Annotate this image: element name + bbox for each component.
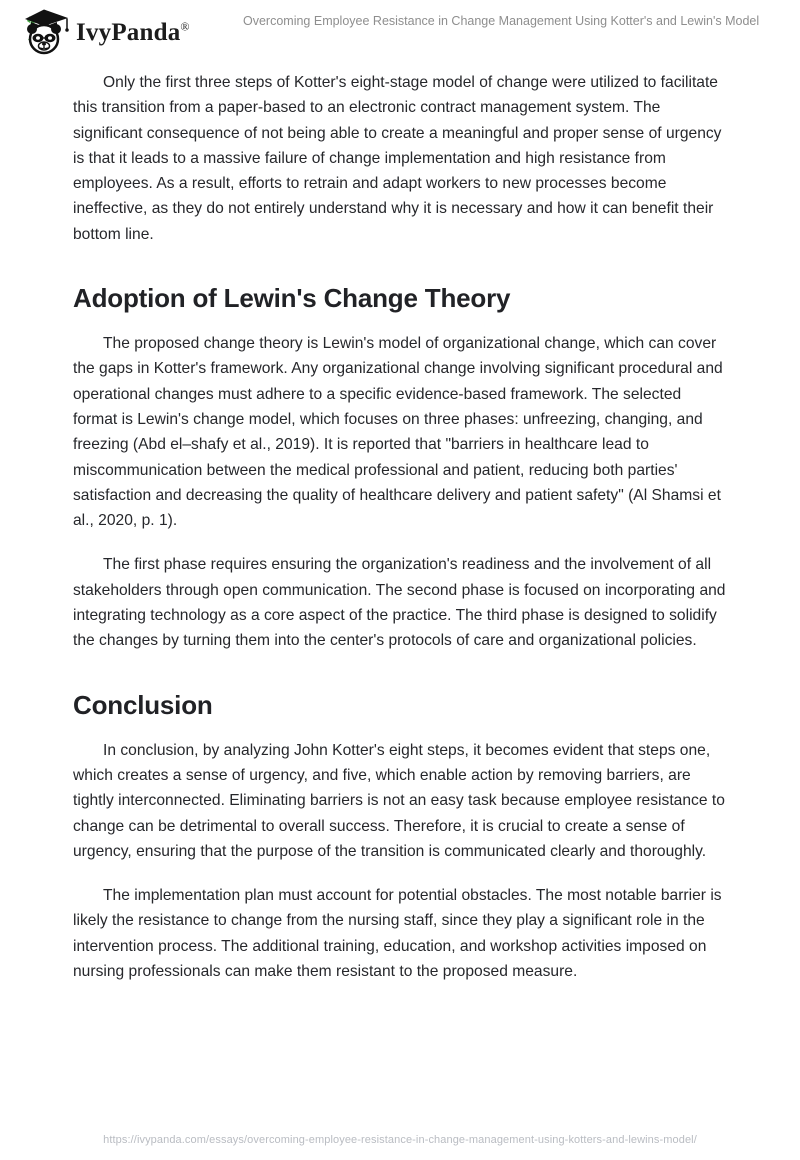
paragraph-block [73,331,729,533]
section-heading-block [73,266,729,331]
page-footer [0,1130,800,1148]
paragraph-block [73,883,729,984]
brand-name-text: IvyPanda [76,18,181,46]
section-heading-conclusion: Conclusion [73,689,213,720]
paragraph-block [73,70,729,247]
panda-graduation-cap-logo-icon [18,8,70,56]
paragraph-block [73,552,729,653]
section-heading-block [73,673,729,738]
page-header [0,0,800,62]
registered-trademark-icon: ® [180,19,190,34]
paragraph-5: The implementation plan must account for potential obstacles. The most notable barrier is likely the resistance to change from the nursing staff, since they play a significant role in the intervention process. The additional training, education, and workshop activities imposed on nursing professionals can make them resistant to the proposed measure. [73,887,722,981]
paragraph-3: The first phase requires ensuring the organization's readiness and the involvement of all stakeholders through open communication. The second phase is focused on incorporating and integrating technology as a core aspect of the practice. The third phase is designed to solidify the changes by turning them into the center's protocols of care and organizational policies. [73,556,726,650]
brand-logo-link[interactable] [18,8,190,56]
paragraph-block [73,738,729,864]
article-body [73,70,729,1003]
paragraph-4: In conclusion, by analyzing John Kotter's eight steps, it becomes evident that steps one, which creates a sense of urgency, and five, which enable action by removing barriers, are tightly interconnected. Eliminating barriers is not an easy task because employee resistance to change can be detrimental to overall success. Therefore, it is crucial to create a sense of urgency, ensuring that the purpose of the transition is communicated clearly and thoroughly. [73,741,725,860]
section-heading-lewin: Adoption of Lewin's Change Theory [73,283,511,314]
paragraph-1: Only the first three steps of Kotter's eight-stage model of change were utilized to facilitate this transition from a paper-based to an electronic contract management system. The significant consequence of not being able to create a meaningful and proper sense of urgency is that it leads to a massive failure of change implementation and high resistance from employees. As a result, efforts to retrain and adapt workers to new processes become ineffective, as they do not entirely understand why it is necessary and how it can benefit their bottom line. [73,74,722,243]
brand-name [76,20,190,45]
paragraph-2: The proposed change theory is Lewin's model of organizational change, which can cover the gaps in Kotter's framework. Any organizational change involving significant procedural and operational changes must adhere to a specific evidence-based framework. The selected format is Lewin's change model, which focuses on three phases: unfreezing, changing, and freezing (Abd el–shafy et al., 2019). It is reported that "barriers in healthcare lead to miscommunication between the medical professional and patient, reducing both parties' satisfaction and decreasing the quality of healthcare delivery and patient safety" (Al Shamsi et al., 2020, p. 1). [73,335,723,530]
source-url-link[interactable]: https://ivypanda.com/essays/overcoming-employee-resistance-in-change-management-using-kotters-and-lewins-model/ [103,1134,697,1146]
document-title-header: Overcoming Employee Resistance in Change Management Using Kotter's and Lewin's Model [243,14,760,28]
